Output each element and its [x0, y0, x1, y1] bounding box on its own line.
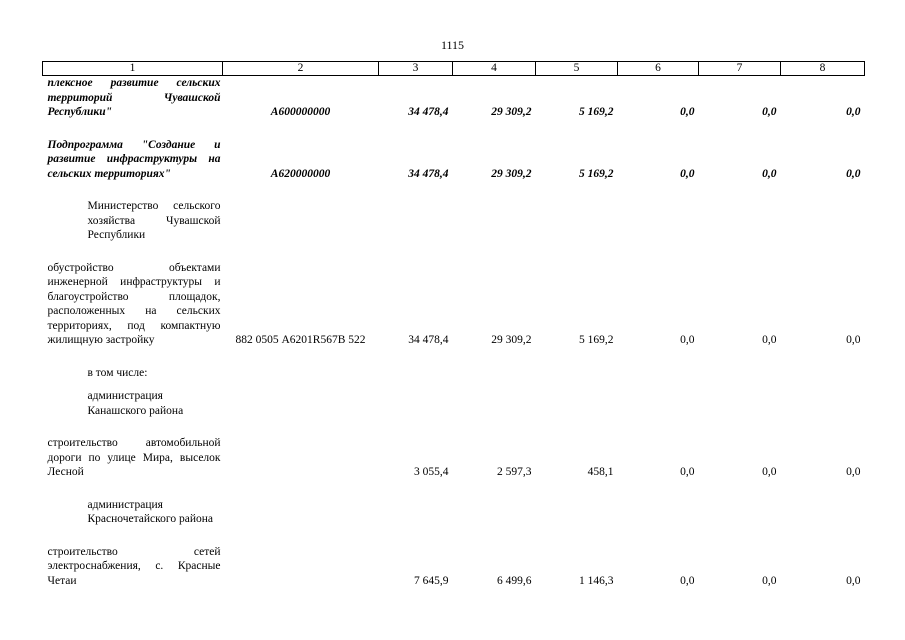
- row-value-col-8: 0,0: [846, 334, 861, 346]
- budget-table: [42, 61, 865, 588]
- row-description: строительство сетей электроснабжения, с. Красные Четаи: [47, 545, 221, 587]
- row-value-col-3: 34 478,4: [408, 334, 449, 346]
- row-description: в том числе:: [87, 366, 148, 379]
- row-budget-code: [223, 480, 379, 527]
- row-description: плексное развитие сельских территорий Чувашской Республики": [47, 77, 221, 118]
- row-value-col-5: 5 169,2: [579, 167, 614, 180]
- row-value-col-3: [379, 348, 453, 381]
- row-value-col-4: 6 499,6: [497, 574, 532, 587]
- row-value-col-8: 0,0: [846, 106, 861, 118]
- row-value-col-8: 0,0: [846, 167, 861, 180]
- column-number-row: [43, 62, 865, 76]
- row-value-col-8: [781, 480, 865, 527]
- row-value-col-4: [453, 348, 536, 381]
- row-value-col-3: 3 055,4: [414, 466, 449, 478]
- row-value-col-3: 34 478,4: [408, 106, 449, 118]
- table-row: [43, 418, 865, 480]
- column-header-2: 2: [223, 62, 379, 76]
- column-header-7: 7: [699, 62, 781, 76]
- row-budget-code: А620000000: [270, 167, 331, 180]
- row-value-col-4: 29 309,2: [491, 334, 532, 346]
- row-description: строительство автомобильной дороги по улице Мира, выселок Лесной: [47, 437, 221, 478]
- row-value-col-4: 2 597,3: [497, 466, 532, 478]
- table-row: [43, 380, 865, 418]
- row-value-col-7: [699, 181, 781, 243]
- row-description: администрация Красночетайского района: [87, 498, 213, 525]
- row-description: администрация Канашского района: [87, 390, 184, 417]
- row-value-col-7: 0,0: [762, 106, 777, 118]
- row-value-col-8: [781, 348, 865, 381]
- table-row: [43, 181, 865, 243]
- row-value-col-6: [618, 181, 699, 243]
- row-budget-code: [223, 527, 379, 589]
- row-value-col-3: [379, 380, 453, 418]
- row-value-col-5: [536, 480, 618, 527]
- page-number: 1115: [440, 38, 465, 52]
- row-value-col-8: 0,0: [846, 574, 861, 587]
- row-value-col-4: 29 309,2: [491, 167, 532, 180]
- row-value-col-5: [536, 380, 618, 418]
- table-row: [43, 243, 865, 348]
- row-value-col-6: 0,0: [680, 574, 695, 587]
- row-value-col-6: [618, 348, 699, 381]
- column-header-3: 3: [379, 62, 453, 76]
- row-budget-code: [223, 348, 379, 381]
- row-value-col-8: [781, 380, 865, 418]
- row-value-col-7: 0,0: [762, 167, 777, 180]
- row-description: Министерство сельского хозяйства Чувашской Республики: [87, 200, 221, 241]
- table-body: [43, 76, 865, 589]
- row-budget-code: [223, 181, 379, 243]
- row-value-col-4: [453, 480, 536, 527]
- row-budget-code: [223, 380, 379, 418]
- row-value-col-6: 0,0: [680, 106, 695, 118]
- row-value-col-5: 1 146,3: [579, 574, 614, 587]
- row-value-col-7: [699, 380, 781, 418]
- row-value-col-7: [699, 480, 781, 527]
- row-value-col-6: [618, 480, 699, 527]
- row-value-col-7: 0,0: [762, 466, 777, 478]
- row-value-col-7: 0,0: [762, 334, 777, 346]
- row-budget-code: [223, 418, 379, 480]
- row-value-col-5: 5 169,2: [579, 106, 614, 118]
- table-row: [43, 76, 865, 120]
- row-value-col-8: 0,0: [846, 466, 861, 478]
- table-row: [43, 120, 865, 182]
- column-header-8: 8: [781, 62, 865, 76]
- row-value-col-3: [379, 480, 453, 527]
- row-value-col-5: [536, 348, 618, 381]
- row-value-col-5: 458,1: [587, 466, 614, 478]
- row-value-col-5: [536, 181, 618, 243]
- row-description: обустройство объектами инженерной инфраструктуры и благоустройство площадок, расположенных на сельских территориях, под компактную жилищную застройку: [47, 261, 221, 346]
- row-value-col-3: 7 645,9: [414, 574, 449, 587]
- row-value-col-6: [618, 380, 699, 418]
- column-header-5: 5: [536, 62, 618, 76]
- row-value-col-6: 0,0: [680, 334, 695, 346]
- row-value-col-7: 0,0: [762, 574, 777, 587]
- row-value-col-4: 29 309,2: [491, 106, 532, 118]
- row-description: Подпрограмма "Создание и развитие инфраструктуры на сельских территориях": [47, 138, 221, 180]
- table-row: [43, 480, 865, 527]
- table-row: [43, 348, 865, 381]
- row-value-col-3: 34 478,4: [408, 167, 449, 180]
- row-value-col-4: [453, 181, 536, 243]
- table-header: [43, 62, 865, 76]
- row-budget-code: А600000000: [270, 106, 331, 118]
- row-value-col-3: [379, 181, 453, 243]
- row-value-col-7: [699, 348, 781, 381]
- row-value-col-6: 0,0: [680, 167, 695, 180]
- row-value-col-6: 0,0: [680, 466, 695, 478]
- column-header-1: 1: [43, 62, 223, 76]
- row-value-col-8: [781, 181, 865, 243]
- row-value-col-5: 5 169,2: [579, 334, 614, 346]
- row-budget-code: 882 0505 А6201R567В 522: [235, 334, 366, 346]
- column-header-6: 6: [618, 62, 699, 76]
- table-row: [43, 527, 865, 589]
- column-header-4: 4: [453, 62, 536, 76]
- row-value-col-4: [453, 380, 536, 418]
